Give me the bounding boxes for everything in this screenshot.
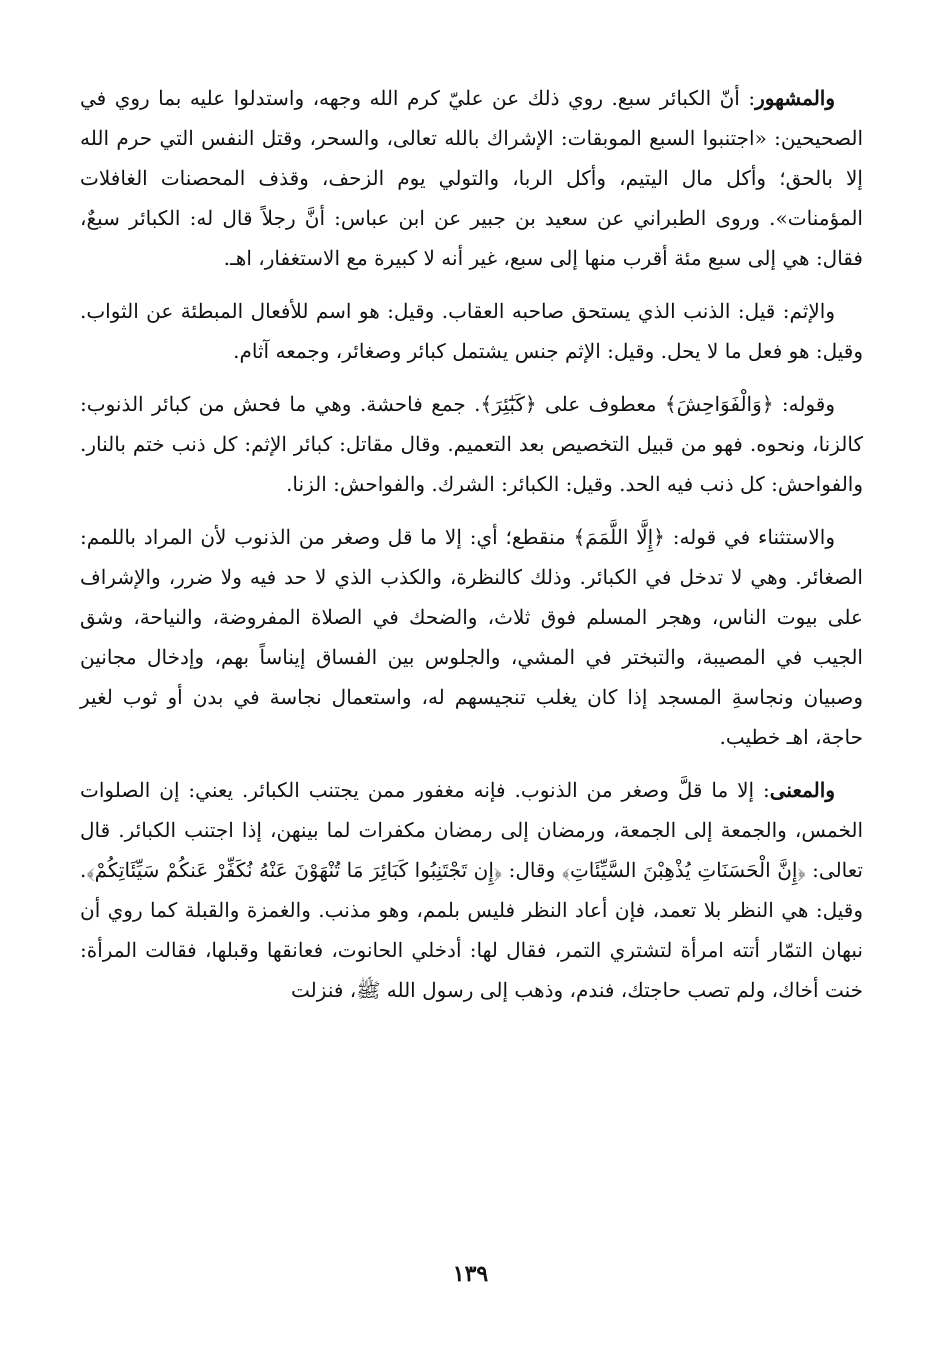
paragraph-fawahish	[80, 384, 863, 504]
paragraph-text: : أنّ الكبائر سبع. روي ذلك عن عليّ كرم الله وجهه، واستدلوا عليه بما روي في الصحيحين: «اجتنبوا السبع الموبقات: الإشراك بالله تعالى، والسحر، وقتل النفس التي حرم الله إلا بالحق؛ وأكل مال اليتيم، وأكل الربا، والتولي يوم الزحف، وقذف المحصنات الغافلات المؤمنات». وروى الطبراني عن سعيد بن جبير عن ابن عباس: أنَّ رجلاً قال له: الكبائر سبعٌ، فقال: هي إلى سبع مئة أقرب منها إلى سبع، غير أنه لا كبيرة مع الاستغفار، اهـ.	[80, 86, 863, 270]
page-number: ١٣٩	[452, 1261, 489, 1287]
paragraph-text: والاستثناء في قوله: ﴿إِلَّا اللَّمَمَ﴾ منقطع؛ أي: إلا ما قل وصغر من الذنوب لأن المراد باللمم: الصغائر. وهي لا تدخل في الكبائر. وذلك كالنظرة، والكذب الذي لا حد فيه ولا ضرر، والإشراف على بيوت الناس، وهجر المسلم فوق ثلاث، والضحك في الصلاة المفروضة، والنياحة، وشق الجيب في المصيبة، والتبختر في المشي، والجلوس بين الفساق إيناساً بهم، وإدخال مجانين وصبيان ونجاسةِ المسجد إذا كان يغلب تنجيسهم له، واستعمال نجاسة في بدن أو ثوب لغير حاجة، اهـ خطيب.	[80, 525, 863, 749]
paragraph-text: والإثم: قيل: الذنب الذي يستحق صاحبه العقاب. وقيل: هو اسم للأفعال المبطئة عن الثواب. وقيل: هو فعل ما لا يحل. وقيل: الإثم جنس يشتمل كبائر وصغائر، وجمعه آثام.	[80, 299, 863, 363]
paragraph-text: : إلا ما قلَّ وصغر من الذنوب. فإنه مغفور ممن يجتنب الكبائر. يعني: إن الصلوات الخمس، والجمعة إلى الجمعة، ورمضان إلى رمضان مكفرات لما بينهن، إذا اجتنب الكبائر. قال تعالى: ﴿إِنَّ الْحَسَنَاتِ يُذْهِبْنَ السَّيِّئَاتِ﴾ وقال: ﴿إِن تَجْتَنِبُوا كَبَائِرَ مَا تُنْهَوْنَ عَنْهُ نُكَفِّرْ عَنكُمْ سَيِّئَاتِكُمْ﴾. وقيل: هي النظر بلا تعمد، فإن أعاد النظر فليس بلمم، وهو مذنب. والغمزة والقبلة كما روي أن نبهان التمّار أتته امرأة لتشتري التمر، فقال لها: أدخلي الحانوت، فعانقها وقبلها، فقالت المرأة: خنت أخاك، ولم تصب حاجتك، فندم، وذهب إلى رسول الله ﷺ، فنزلت	[80, 778, 863, 1002]
paragraph-lead: والمعنى	[769, 778, 835, 802]
page-body	[80, 78, 863, 1023]
paragraph-lead: والمشهور	[755, 86, 835, 110]
paragraph-text: وقوله: ﴿وَالْفَوَاحِشَ﴾ معطوف على ﴿كَبَٰٓئِرَ﴾. جمع فاحشة. وهي ما فحش من كبائر الذنوب: كالزنا، ونحوه. فهو من قبيل التخصيص بعد التعميم. وقال مقاتل: كبائر الإثم: كل ذنب ختم بالنار. والفواحش: كل ذنب فيه الحد. وقيل: الكبائر: الشرك. والفواحش: الزنا.	[80, 392, 863, 496]
paragraph-major-sins	[80, 78, 863, 278]
paragraph-ithm	[80, 291, 863, 371]
paragraph-meaning	[80, 770, 863, 1010]
paragraph-exception	[80, 517, 863, 757]
